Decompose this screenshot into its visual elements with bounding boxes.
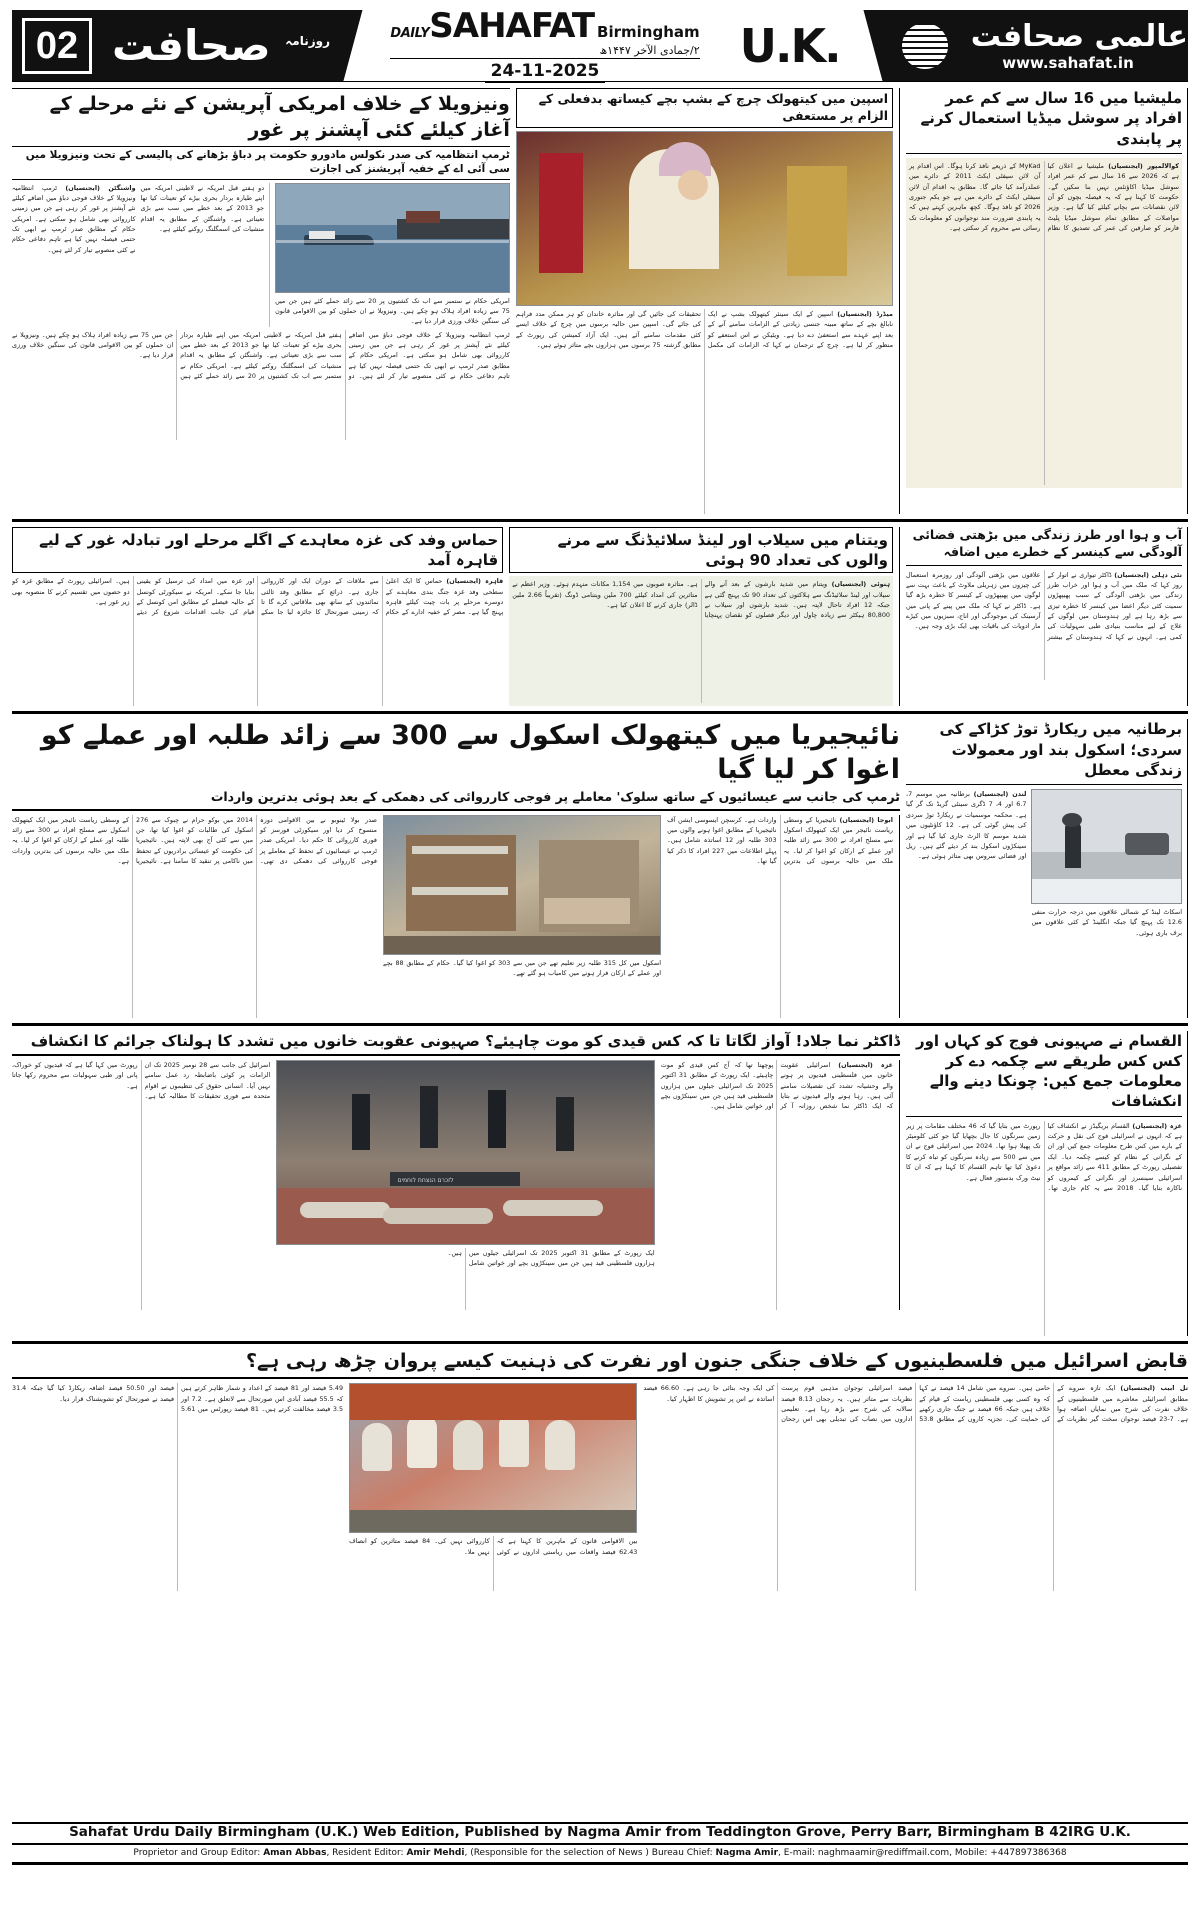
masthead-right-slant: [862, 10, 888, 81]
prison-p2: ایک رپورٹ کے مطابق 31 اکتوبر 2025 تک اسرائیلی جیلوں میں ہزاروں فلسطینی قید ہیں جن میں سینکڑوں بچے اور خواتین شامل ہیں۔: [660, 1071, 774, 1111]
prison-article: [12, 1031, 900, 1336]
britain-p1: برطانیہ میں موسم 7، 6.7 اور 4، 7 ڈگری سینٹی گریڈ تک گر گیا ہے۔ محکمہ موسمیات نے ریکارڈ توڑ سردی کی پیش گوئی کی ہے۔: [906, 790, 1027, 830]
bishop-p1: اسپین کے ایک سینئر کیتھولک بشپ نے ایک نابالغ بچے کے ساتھ مبینہ جنسی زیادتی کے الزامات سامنے آنے کے بعد اپنے عہدے سے استعفیٰ دے دیا ہے۔ ویٹیکن نے اس استعفے کو منظور کر لیا ہے۔: [707, 309, 893, 349]
prison-p2b: ایک رپورٹ کے مطابق 31 اکتوبر 2025 تک اسرائیلی جیلوں میں ہزاروں فلسطینی قید ہیں جن میں سینکڑوں بچے اور خواتین شامل ہیں۔: [447, 1248, 655, 1268]
spy-p2: ایک تفصیلی رپورٹ کے مطابق 411 سے زائد مواقع پر اسرائیلی سینسرز اور نگرانی کے کیمروں کو ناکارہ بنایا گیا۔ 2018 سے یہ کام جاری تھا۔: [1047, 1152, 1182, 1192]
cairo-p2: ذرائع کے مطابق وفد ثالثی نمائندوں کے ساتھ بھی ملاقاتیں کرے گا تا کہ زمینی صورتحال کا جائزہ لیا جا سکے اور غزہ میں امداد کی ترسیل کو یقینی بنایا جا سکے۔: [136, 577, 379, 617]
spy-dateline: غزہ (ایجنسیاں): [1132, 1121, 1182, 1130]
top-region: [12, 88, 1188, 514]
malaysia-body: [906, 158, 1182, 488]
venezuela-cont-c: امریکی حکام نے ستمبر سے اب تک کشتیوں پر 20 سے زائد حملے کئے ہیں جن میں 75 سے زیادہ افراد ہلاک ہو چکے ہیں۔ ونیزویلا نے ان حملوں کو بین الاقوامی قانون کی سنگین خلاف ورزی قرار دیا ہے۔: [12, 330, 342, 381]
bishop-headline: اسپین میں کیتھولک چرچ کے بشپ بچے کیساتھ بدفعلی کے الزام پر مستعفی: [538, 91, 888, 123]
footer-label-proprietor: Proprietor and Group Editor:: [133, 1848, 261, 1858]
footer-credits-line: [12, 1845, 1188, 1862]
venezuela-cont-b: دو ہفتے قبل امریکہ نے لاطینی امریکہ میں اپنے طیارہ بردار بحری بیڑے کو تعینات کیا تھا جو 2013 کے بعد خطے میں سب سے بڑی تعیناتی ہے۔ واشنگٹن کے مطابق یہ اقدام منشیات کی اسمگلنگ روکنے کیلئے ہے۔: [180, 330, 355, 381]
nigeria-p4: صدر بولا ٹینوبو نے بین الاقوامی دورہ منسوخ کر دیا اور سیکورٹی فورسز کو فوری کارروائی کا حکم دیا۔ امریکی صدر ٹرمپ نے عیسائیوں کے تحفظ کے معاملے پر فوجی کارروائی کی دھمکی دی تھی۔: [260, 815, 377, 866]
website-url[interactable]: www.sahafat.in: [1002, 54, 1134, 72]
britain-p2: اسکاٹ لینڈ کے شمالی علاقوں میں درجہ حرارت منفی 12.6 تک پہنچ گیا جبکہ انگلینڈ کے کئی علاقوں میں برف باری ہوئی۔: [1031, 908, 1182, 937]
masthead-brand: [948, 19, 1188, 72]
top-main: [12, 88, 900, 514]
nigeria-p1b: نائیجیریا کے وسطی ریاست نائیجر میں ایک کیتھولک اسکول سے مسلح افراد نے 300 سے زائد طلبہ اور عملے کے ارکان کو اغوا کر لیا۔ یہ ملک میں حالیہ برسوں کی بدترین واردات ہے۔: [12, 815, 157, 866]
detainees-prison-photo: לזכרם הנצחת לוחמים: [276, 1060, 655, 1245]
vietnam-p3: وزیر اعظم نے متاثرین کی امداد کیلئے 700 ملین ویتنامی ڈونگ (تقریباً 2.66 ملین ڈالر) جاری کرنے کا اعلان کیا ہے۔: [512, 580, 698, 609]
cairo-p1: حماس کا ایک اعلیٰ سطحی وفد غزہ جنگ بندی معاہدے کے دوسرے مرحلے پر بات چیت کیلئے قاہرہ پہنچ گیا ہے۔ مصر کے خفیہ ادارے کے حکام سے ملاقات کے دوران ایک اور کارروائی جاری ہے۔: [261, 577, 504, 617]
malaysia-p2: وزیر مواصلات کے مطابق تمام سوشل میڈیا پلیٹ فارمز کو صارفین کی عمر کی تصدیق کا نظام MyKad کے ذریعے نافذ کرنا ہوگا۔ اس اقدام پر آن لائن سیفٹی ایکٹ 2011 کے دائرے میں عملدرآمد کیا جائے گا۔: [909, 161, 1179, 232]
spy-p3: رپورٹ میں بتایا گیا کہ 46 مختلف مقامات پر زیر زمین سرنگوں کا جال بچھایا گیا جو کئی کلومیٹر تک پھیلا ہوا تھا۔: [906, 1121, 1041, 1151]
nigeria-p1: نائیجیریا کے وسطی ریاست نائیجر میں ایک کیتھولک اسکول سے مسلح افراد نے 300 سے زائد طلبہ اور عملے کے ارکان کو اغوا کر لیا۔ یہ ملک میں حالیہ برسوں کی بدترین واردات ہے۔: [744, 815, 893, 866]
paper-city: Birmingham: [597, 22, 700, 41]
britain-col-1: [906, 789, 1026, 949]
venezuela-headline: ونیزویلا کے خلاف امریکی آپریشن کے نئے مرحلے کے آغاز کیلئے کئی آپشنز پر غور: [49, 93, 510, 141]
prison-caption-body: [276, 1248, 655, 1310]
bishop-church-photo: [516, 131, 893, 306]
cairo-p3: امریکہ نے سیکورٹی کونسل کے حالیہ فیصلے کے مطابق امن کونسل کے قیام کی جانب اقدامات شروع کر دیئے ہیں۔ اسرائیلی رپورٹ کے مطابق غزہ کو دو حصوں میں تقسیم کرنے کا منصوبہ بھی زیر غور ہے۔: [12, 577, 255, 617]
footer-bureau-chief: Nagma Amir: [715, 1848, 779, 1858]
nameplate: [390, 5, 700, 83]
gregorian-date: 24-11-2025: [485, 61, 606, 83]
malaysia-headline: ملیشیا میں 16 سال سے کم عمر افراد پر سوشل میڈیا استعمال کرنے پر پابندی: [920, 89, 1182, 148]
masthead-left-slant: [342, 10, 368, 81]
masthead: [12, 5, 1188, 82]
page-number: 02: [22, 18, 92, 74]
page-footer: [12, 1822, 1188, 1865]
vietnam-p1: ویتنام میں شدید بارشوں کے بعد آنے والے سیلاب اور لینڈ سلائیڈنگ سے ہلاکتوں کی تعداد 90 تک پہنچ گئی ہے جبکہ 12 افراد تاحال لاپتہ ہیں۔: [704, 580, 890, 609]
venezuela-col-3: [275, 296, 510, 327]
prison-body-left: [12, 1060, 270, 1310]
cyprus-headline: قابض اسرائیل میں فلسطینیوں کے خلاف جنگی جنون اور نفرت کی ذہنیت کیسے پروان چڑھ رہی ہے؟: [12, 1349, 1188, 1380]
bishop-body: [516, 309, 893, 514]
cancer-p1: ڈاکٹر تیواری نے اتوار کے روز کہا کہ ملک میں آب و ہوا اور خراب طرز زندگی میں بڑھتی آلودگی کے سبب پھیپھڑوں سمیت کئی دیگر اعضا میں کینسر کا خطرہ تیزی سے بڑھ رہا ہے اور ہندوستان میں لوگوں کے علاج کے لیے مناسب بنیادی طبی سہولیات کی کمی ہے۔: [1047, 570, 1182, 641]
footer-email[interactable]: naghmaamir@rediffmail.com: [817, 1848, 950, 1858]
cyprus-p5: بین الاقوامی قانون کے ماہرین کا کہنا ہے کہ 62.43 فیصد واقعات میں ریاستی اداروں نے کوئی کارروائی نہیں کی۔ 84 فیصد متاثرین کو انصاف نہیں ملا۔: [349, 1537, 638, 1556]
cairo-article: [12, 527, 503, 707]
venezuela-p2: دو ہفتے قبل امریکہ نے لاطینی امریکہ میں اپنے طیارہ بردار بحری بیڑے کو تعینات کیا تھا جو 2013 کے بعد خطے میں سب سے بڑی تعیناتی ہے۔ واشنگٹن کے مطابق یہ اقدام منشیات کی اسمگلنگ روکنے کیلئے ہے۔: [140, 183, 265, 234]
cyprus-p6: 5.49 فیصد اور 81 فیصد کے اعداد و شمار ظاہر کرتے ہیں کہ 55.5 فیصد آبادی اس صورتحال سے لاتعلق ہے۔ 7.2 اور 3.5 فیصد مخالفت کرتے ہیں۔: [181, 1384, 344, 1414]
venezuela-col-1: [12, 183, 136, 327]
footer-label-bureau: , (Responsible for the selection of News ) Bureau Chief:: [464, 1848, 713, 1858]
footer-label-resident: , Resident Editor:: [326, 1848, 404, 1858]
bishop-article: [516, 88, 900, 514]
cairo-headline: حماس وفد کی غزہ معاہدے کے اگلے مرحلے اور تبادلہ غور کے لیے قاہرہ آمد: [39, 530, 499, 569]
prison-p1: اسرائیلی عقوبت خانوں میں فلسطینی قیدیوں پر ہونے والے وحشیانہ تشدد کی تفصیلات سامنے آئی ہیں۔ رہا ہونے والے قیدیوں نے بتایا کہ ایک ڈاکٹر نما شخص روزانہ آ کر پوچھتا تھا کہ آج کس قیدی کو موت چاہیئے۔: [660, 1060, 894, 1111]
nigeria-body-left: [12, 815, 377, 1018]
boat-interception-photo: [275, 183, 510, 293]
hijri-date: ۲/جمادی الآخر ۱۴۴۷ھ: [390, 44, 699, 59]
mid-main: [12, 527, 900, 707]
venezuela-subhead: ٹرمپ انتظامیہ کی صدر نکولس مادورو حکومت پر دباؤ بڑھانے کی پالیسی کے تحت ونیزویلا میں سی آئی اے کے خفیہ آپریشنز کی اجازت: [12, 146, 510, 179]
footer-publisher-line: Sahafat Urdu Daily Birmingham (U.K.) Web Edition, Published by Nagma Amir from Teddington Grove, Perry Barr, Birmingham B 42IRG U.K.: [69, 1824, 1131, 1840]
masthead-right: [888, 10, 1188, 81]
cancer-dateline: نئی دہلی (ایجنسیاں): [1114, 570, 1182, 579]
cyprus-p4: تعلیمی اداروں میں نصاب کی تبدیلی بھی اس رجحان کی ایک وجہ بتائی جا رہی ہے۔ 66.60 فیصد اساتذہ نے اس پر تشویش کا اظہار کیا۔: [643, 1384, 913, 1424]
urdu-logo-main: صحافت: [112, 21, 271, 70]
britain-p3: 12 کاؤنٹیوں میں شدید موسم کا الرٹ جاری کیا گیا ہے اور سینکڑوں اسکول بند کر دیئے گئے ہیں۔ ریل اور فضائی سروس بھی متاثر ہوئی ہے۔: [906, 821, 1027, 861]
nigeria-region: [12, 719, 1188, 1017]
cyprus-body-left: [12, 1383, 343, 1591]
spy-p1: القسام بریگیڈز نے انکشاف کیا ہے کہ انہوں نے اسرائیلی فوج کی نقل و حرکت کے بارے میں کس طرح معلومات جمع کیں اور ان کے نگرانی کے نظام کو کیسے چکمہ دیا۔: [1047, 1121, 1182, 1161]
urdu-logo-small: روزنامہ: [285, 34, 330, 48]
cairo-body: [12, 576, 503, 706]
venezuela-p3: امریکی حکام نے ستمبر سے اب تک کشتیوں پر 20 سے زائد حملے کئے ہیں جن میں 75 سے زیادہ افراد ہلاک ہو چکے ہیں۔ ونیزویلا نے ان حملوں کو بین الاقوامی قانون کی سنگین خلاف ورزی قرار دیا ہے۔: [275, 296, 510, 326]
daily-label: DAILY: [390, 25, 430, 41]
footer-label-email: , E-mail:: [778, 1848, 816, 1858]
urdu-logo: [92, 21, 342, 70]
cyprus-dateline: تل ابیب (ایجنسیاں): [1120, 1384, 1188, 1393]
nigeria-p3: اسکول میں کل 315 طلبہ زیر تعلیم تھے جن میں سے 303 کو اغوا کیا گیا۔ حکام کے مطابق 88 بچے اور عملے کے ارکان فرار ہونے میں کامیاب ہو گئے تھے۔: [382, 958, 662, 977]
nigeria-headline: نائیجیریا میں کیتھولک اسکول سے 300 سے زائد طلبہ اور عملے کو اغوا کر لیا گیا: [40, 720, 900, 785]
masthead-brand-urdu: عالمی صحافت: [970, 19, 1188, 54]
bishop-p3: ایک آزاد کمیشن کی رپورٹ کے مطابق گزشتہ 75 برسوں میں ہزاروں بچے متاثر ہوئے ہیں۔: [515, 330, 701, 349]
nigeria-dateline: ابوجا (ایجنسیاں): [839, 815, 893, 824]
spy-headline: القسام نے صہیونی فوج کو کہاں اور کس کس طریقے سے چکمہ دے کر معلومات جمع کیں: چونکا دینے والے انکشافات: [915, 1031, 1182, 1111]
britain-dateline: لندن (ایجنسیاں): [973, 790, 1027, 798]
footer-resident-editor: Amir Mehdi: [406, 1848, 465, 1858]
venezuela-cont-a: ٹرمپ انتظامیہ ونیزویلا کے خلاف فوجی دباؤ میں اضافے کیلئے نئے آپشنز پر غور کر رہی ہے جن میں زمینی کارروائی بھی شامل ہو سکتی ہے۔ امریکی حکام کے مطابق صدر ٹرمپ نے ابھی تک حتمی فیصلہ نہیں کیا ہے تاہم دفاعی حکام نے کئی منصوبے تیار کر لئے ہیں۔: [348, 330, 510, 381]
mid-region: [12, 527, 1188, 707]
cancer-body: [906, 570, 1182, 680]
vietnam-dateline: ہنوئی (ایجنسیاں): [831, 580, 890, 589]
footer-label-mobile: , Mobile:: [949, 1848, 988, 1858]
vietnam-headline: ویتنام میں سیلاب اور لینڈ سلائیڈنگ سے مرنے والوں کی تعداد 90 ہوئی: [557, 530, 888, 569]
britain-headline: برطانیہ میں ریکارڈ توڑ کڑاکے کی سردی؛ اسکول بند اور معمولات زندگی معطل: [939, 720, 1182, 779]
nigeria-subhead: ٹرمپ کی جانب سے عیسائیوں کے ساتھ سلوک' معاملے پر فوجی کارروائی کی دھمکی کے بعد ہوئی بدترین واردات: [12, 789, 900, 811]
cyprus-p2: سروے میں شامل 14 فیصد نے کہا کہ وہ کسی بھی فلسطینی ریاست کے قیام کے خلاف ہیں جبکہ 66 فیصد نے جنگ جاری رکھنے کی حمایت کی۔: [919, 1384, 1051, 1424]
britain-article: [906, 719, 1188, 1017]
cancer-p2: انہوں نے کہا کہ ہندوستان کے بیشتر علاقوں میں بڑھتی آلودگی اور روزمرہ استعمال کی چیزوں میں زہریلی ملاوٹ کے باعث بہت سے لوگوں میں پھیپھڑوں کے کینسر کا خطرہ بڑھ گیا ہے۔: [906, 570, 1152, 641]
globe-icon: [902, 23, 948, 69]
cancer-article: [906, 527, 1188, 707]
masthead-center: [368, 5, 862, 81]
malaysia-p3: مطابق یہ اقدام آن لائن سیفٹی ایکٹ کے دائرے میں ہے جو یکم جنوری 2026 کو نافذ ہوگا۔ کچھ ماہرین کہتے ہیں کہ یہ پابندی ضرورت مند نوجوانوں کو معلومات تک رسائی سے محروم کر سکتی ہے۔: [909, 182, 1041, 232]
vietnam-body: [509, 576, 893, 706]
spy-p4: 2024 میں اسرائیلی فوج نے ان میں سے 500 سے زیادہ سرنگوں کو تباہ کرنے کا دعویٰ کیا تھا تاہم القسام کا کہنا ہے کہ ان کا نیٹ ورک بدستور فعال ہے۔: [906, 1142, 1041, 1182]
spy-body: [906, 1121, 1182, 1336]
snow-street-photo: [1031, 789, 1182, 904]
masthead-left: [12, 10, 342, 81]
cyprus-p1: ایک تازہ سروے کے مطابق اسرائیلی معاشرے میں فلسطینیوں کے خلاف نفرت کی شرح میں نمایاں اضافہ ہوا ہے۔ 7-23 فیصد نوجوان سخت گیر نظریات کے حامی ہیں۔: [1018, 1384, 1189, 1424]
nigeria-caption-body: [383, 958, 661, 1018]
prison-headline: ڈاکٹر نما جلاد! آواز لگاتا تا کہ کس قیدی کو موت چاہیئے؟ صہیونی عقوبت خانوں میں تشدد کا ہولناک جرائم کا انکشاف: [12, 1031, 900, 1056]
cairo-dateline: قاہرہ (ایجنسیاں): [446, 577, 504, 586]
spy-article: [906, 1031, 1188, 1336]
cancer-headline: آب و ہوا اور طرز زندگی میں بڑھتی فضائی آلودگی سے کینسر کے خطرے میں اضافہ: [912, 526, 1182, 559]
cyprus-p3: تجزیہ کاروں کے مطابق 53.8 فیصد اسرائیلی نوجوان مذہبی قوم پرست نظریات سے متاثر ہیں۔ یہ رجحان 8.13 فیصد سالانہ کی شرح سے بڑھ رہا ہے۔: [781, 1384, 1002, 1424]
venezuela-col-2: [141, 183, 271, 327]
bishop-dateline: میڈرڈ (ایجنسیاں): [837, 309, 893, 318]
vietnam-p2: شدید بارشوں اور سیلاب نے 80,800 ہیکٹر سے زیادہ چاول اور دیگر فصلوں کو نقصان پہنچایا ہے۔ متاثرہ صوبوں میں 1,154 مکانات منہدم ہوئے۔: [552, 580, 890, 620]
prison-dateline: غزہ (ایجنسیاں): [838, 1060, 893, 1069]
prison-region: [12, 1031, 1188, 1336]
prison-p4: اسرائیل کی جانب سے 28 نومبر 2025 تک ان الزامات پر کوئی باضابطہ رد عمل سامنے نہیں آیا۔: [144, 1060, 271, 1090]
nigeria-p2: کرسچن ایسوسی ایشن آف نائیجیریا کے مطابق اغوا ہونے والوں میں 303 طلبہ اور 12 اساتذہ شامل ہیں۔ پہلے اطلاعات میں 227 افراد کا ذکر کیا گیا تھا۔: [667, 815, 777, 866]
britain-col-2: [1031, 907, 1182, 949]
malaysia-dateline: کوالالمپور (ایجنسیاں): [1108, 161, 1179, 170]
paper-name: SAHAFAT: [429, 5, 595, 46]
venezuela-continuation: [12, 330, 510, 440]
footer-mobile: +447897386368: [990, 1848, 1067, 1858]
venezuela-dateline: واشنگٹن (ایجنسیاں): [65, 183, 136, 192]
vietnam-article: [509, 527, 900, 707]
cancer-p3: ڈاکٹر نے کہا کہ ملک میں پینے کے پانی میں آرسینک کی موجودگی اور اناج، سبزیوں میں کیڑے مار ادویات کی باقیات بھی ایک بڑی وجہ ہیں۔: [906, 601, 1041, 631]
cyprus-article: [12, 1349, 1188, 1592]
prison-p3b: انسانی حقوق کی تنظیموں نے اقوام متحدہ سے فوری تحقیقات کا مطالبہ کیا ہے۔ رپورٹ میں کہا گیا ہے کہ قیدیوں کو خوراک، پانی اور طبی سہولیات سے محروم رکھا جاتا ہے۔: [12, 1060, 271, 1100]
cyprus-p7: 81 فیصد رپورٹس میں 5.61 فیصد اور 50.50 فیصد اضافہ ریکارڈ کیا گیا جبکہ 31.4 فیصد نے صورتحال کو تشویشناک قرار دیا۔: [12, 1384, 259, 1414]
nigeria-body-right: [667, 815, 900, 1018]
venezuela-article: [12, 88, 510, 514]
prison-body-right: [661, 1060, 900, 1310]
cyprus-caption-body: [349, 1536, 637, 1591]
cyprus-body-right: [643, 1383, 1188, 1591]
edition-label: U.K.: [739, 18, 840, 73]
malaysia-p1: ملیشیا نے اعلان کیا ہے کہ 2026 سے 16 سال سے کم عمر افراد سوشل میڈیا اکاؤنٹس نہیں بنا سکیں گے۔ حکومت کا کہنا ہے کہ یہ فیصلہ بچوں کو آن لائن نقصانات سے بچانے کیلئے کیا گیا ہے۔: [1047, 161, 1179, 212]
nigeria-p5: 2014 میں بوکو حرام نے چبوک سے 276 اسکول کی طالبات کو اغوا کیا تھا، جن میں سے کئی آج بھی لاپتہ ہیں۔ نائیجیریا کی حکومت کو عیسائی برادریوں کے تحفظ میں ناکامی پر تنقید کا سامنا ہے۔: [136, 815, 253, 866]
bishop-p2: چرچ کے ترجمان نے کہا کہ الزامات کی مکمل تحقیقات کی جائیں گی اور متاثرہ خاندان کو ہر ممکن مدد فراہم کی جائے گی۔ اسپین میں حالیہ برسوں میں چرچ کے خلاف ایسے کئی مقدمات سامنے آئے ہیں۔: [515, 309, 839, 349]
footer-proprietor-name: Aman Abbas: [263, 1848, 327, 1858]
school-dormitory-photo: [383, 815, 661, 955]
malaysia-article: [906, 88, 1188, 514]
protest-crowd-photo: [349, 1383, 637, 1533]
venezuela-p1: ٹرمپ انتظامیہ ونیزویلا کے خلاف فوجی دباؤ میں اضافے کیلئے نئے آپشنز پر غور کر رہی ہے جن میں زمینی کارروائی بھی شامل ہو سکتی ہے۔ امریکی حکام کے مطابق صدر ٹرمپ نے ابھی تک حتمی فیصلہ نہیں کیا ہے تاہم دفاعی حکام نے کئی منصوبے تیار کر لئے ہیں۔: [12, 183, 136, 254]
nigeria-article: [12, 719, 900, 1017]
